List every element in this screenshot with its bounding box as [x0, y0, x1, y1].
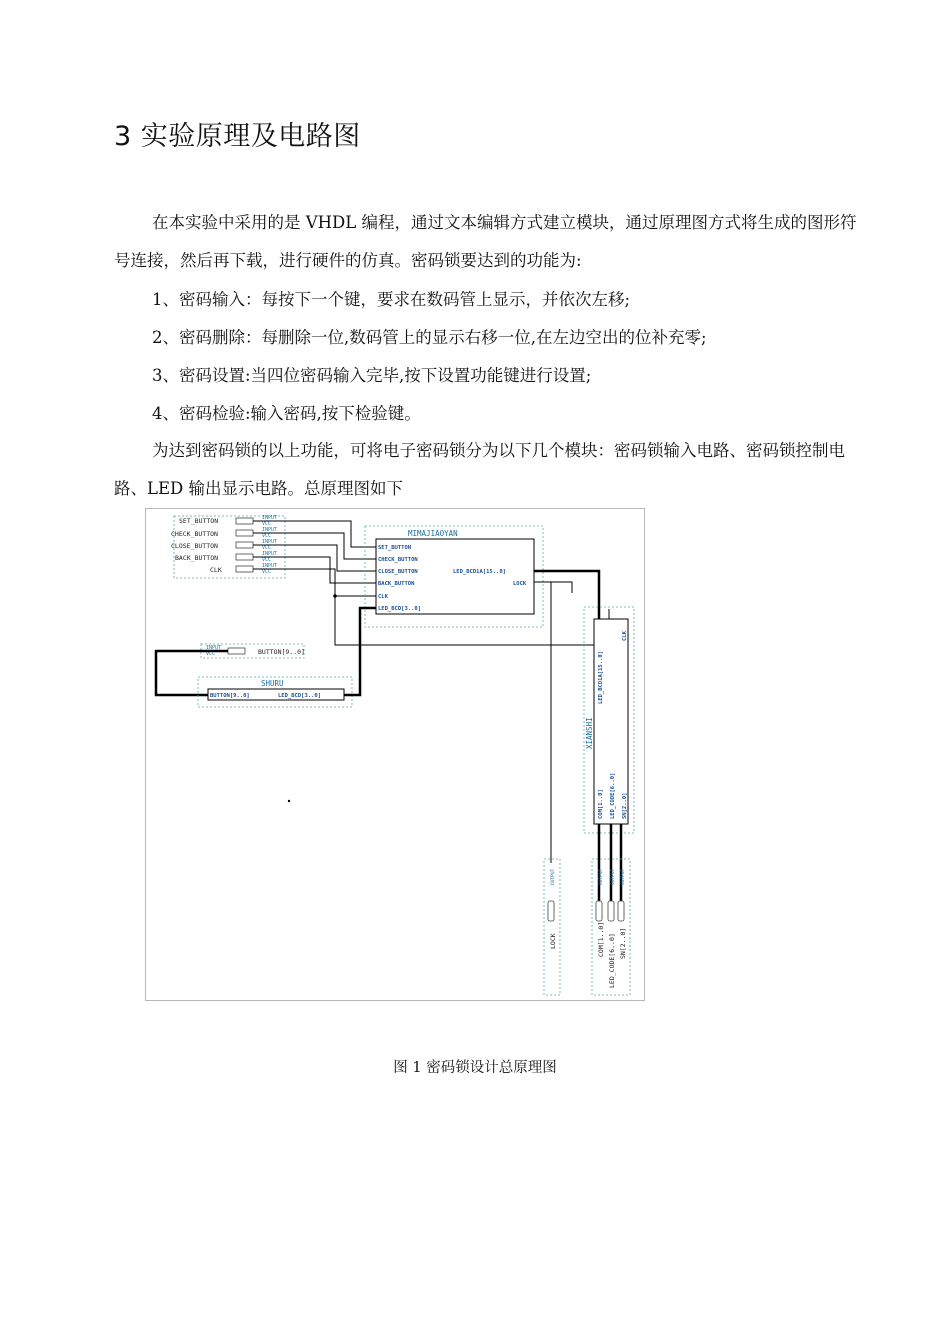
button-input-tag: INPUT — [206, 645, 222, 651]
output-tag: OUTPUT — [599, 868, 604, 885]
function-item-1: 1、密码输入：每按下一个键，要求在数码管上显示，并依次左移; — [152, 290, 631, 309]
vcc-tag: VCC — [262, 557, 272, 563]
output-tag: OUTPUT — [551, 868, 556, 885]
port-close: CLOSE_BUTTON — [378, 569, 418, 575]
vcc-tag: VCC — [262, 545, 272, 551]
input-tag: INPUT — [262, 539, 278, 545]
xianshi-port-clk: CLK — [622, 631, 628, 641]
vcc-tag: VCC — [262, 533, 272, 539]
output-pin-com-icon — [596, 901, 602, 921]
wire-lock-bend — [534, 582, 572, 593]
input-pin-icon — [236, 554, 253, 560]
output-label-code: LED_CODE[6..0] — [608, 933, 616, 988]
input-tag: INPUT — [262, 515, 278, 521]
figure-caption: 图 1 密码锁设计总原理图 — [393, 1060, 557, 1076]
input-label-close: CLOSE_BUTTON — [171, 542, 218, 550]
output-pin-sn-icon — [618, 901, 624, 921]
input-tag: INPUT — [262, 563, 278, 569]
port-lock: LOCK — [513, 581, 527, 587]
input-pin-icon — [236, 530, 253, 536]
wire-back — [253, 557, 376, 583]
function-item-2: 2、密码删除：每删除一位,数码管上的显示右移一位,在左边空出的位补充零; — [152, 328, 707, 347]
button-input-pin-icon — [228, 648, 245, 654]
shuru-port-out: LED_BCD[3..0] — [278, 693, 322, 699]
port-led-bcd1a: LED_BCD1A[15..0] — [453, 569, 506, 575]
input-pin-icon — [236, 518, 253, 524]
schematic-diagram — [146, 509, 644, 1000]
port-check: CHECK_BUTTON — [378, 557, 418, 563]
input-label-clk: CLK — [210, 566, 222, 574]
modules-paragraph: 为达到密码锁的以上功能，可将电子密码锁分为以下几个模块：密码锁输入电路、密码锁控制电路、LED 输出显示电路。总原理图如下 — [114, 441, 845, 498]
output-label-com: COM[1..0] — [597, 921, 605, 957]
junction-dot — [333, 594, 337, 598]
bus-button — [156, 651, 228, 695]
input-label-set: SET_BUTTON — [179, 517, 219, 525]
function-item-3: 3、密码设置:当四位密码输入完毕,按下设置功能键进行设置; — [152, 366, 592, 385]
xianshi-port-com: COM[1..0] — [598, 789, 604, 819]
shuru-title: SHURU — [261, 679, 284, 688]
output-tag: OUTPUT — [621, 868, 626, 885]
xianshi-port-code: LED_CODE[6..0] — [610, 772, 616, 819]
output-label-sn: SN[2..0] — [619, 927, 627, 959]
xianshi-title: XIANSHI — [585, 717, 594, 749]
bus-led-bcd1a — [534, 571, 599, 619]
schematic-figure — [145, 508, 645, 1001]
output-label-lock: LOCK — [549, 933, 557, 949]
port-led-bcd: LED_BCD[3..0] — [378, 606, 422, 612]
input-tag: INPUT — [262, 527, 278, 533]
input-pin-icon — [236, 566, 253, 572]
mimajiaoyan-title: MIMAJIAOYAN — [408, 529, 458, 538]
port-set: SET_BUTTON — [378, 545, 412, 551]
port-clk: CLK — [378, 594, 388, 600]
section-heading: 3 实验原理及电路图 — [114, 121, 361, 152]
bus-led-bcd — [344, 608, 376, 695]
vcc-tag: VCC — [262, 521, 272, 527]
function-item-4: 4、密码检验:输入密码,按下检验键。 — [152, 404, 421, 423]
xianshi-port-sn: SN[2..0] — [622, 792, 628, 819]
stray-dot — [288, 800, 290, 802]
button-vcc-tag: VCC — [206, 651, 216, 657]
intro-paragraph: 在本实验中采用的是 VHDL 编程，通过文本编辑方式建立模块，通过原理图方式将生成的图形符号连接，然后再下载，进行硬件的仿真。密码锁要达到的功能为: — [114, 213, 857, 270]
input-pin-icon — [236, 542, 253, 548]
input-label-back: BACK_BUTTON — [175, 554, 219, 562]
wire-lock — [534, 582, 551, 863]
output-pin-lock-icon — [548, 901, 554, 921]
button-input-label: BUTTON[9..0] — [258, 648, 305, 656]
vcc-tag: VCC — [262, 569, 272, 575]
output-tag: OUTPUT — [611, 868, 616, 885]
input-label-check: CHECK_BUTTON — [171, 530, 218, 538]
input-tag: INPUT — [262, 551, 278, 557]
shuru-port-in: BUTTON[9..0] — [210, 693, 250, 699]
port-back: BACK_BUTTON — [378, 581, 415, 587]
output-pin-code-icon — [608, 901, 614, 921]
xianshi-port-led: LED_BCD1A[15..0] — [598, 651, 604, 704]
